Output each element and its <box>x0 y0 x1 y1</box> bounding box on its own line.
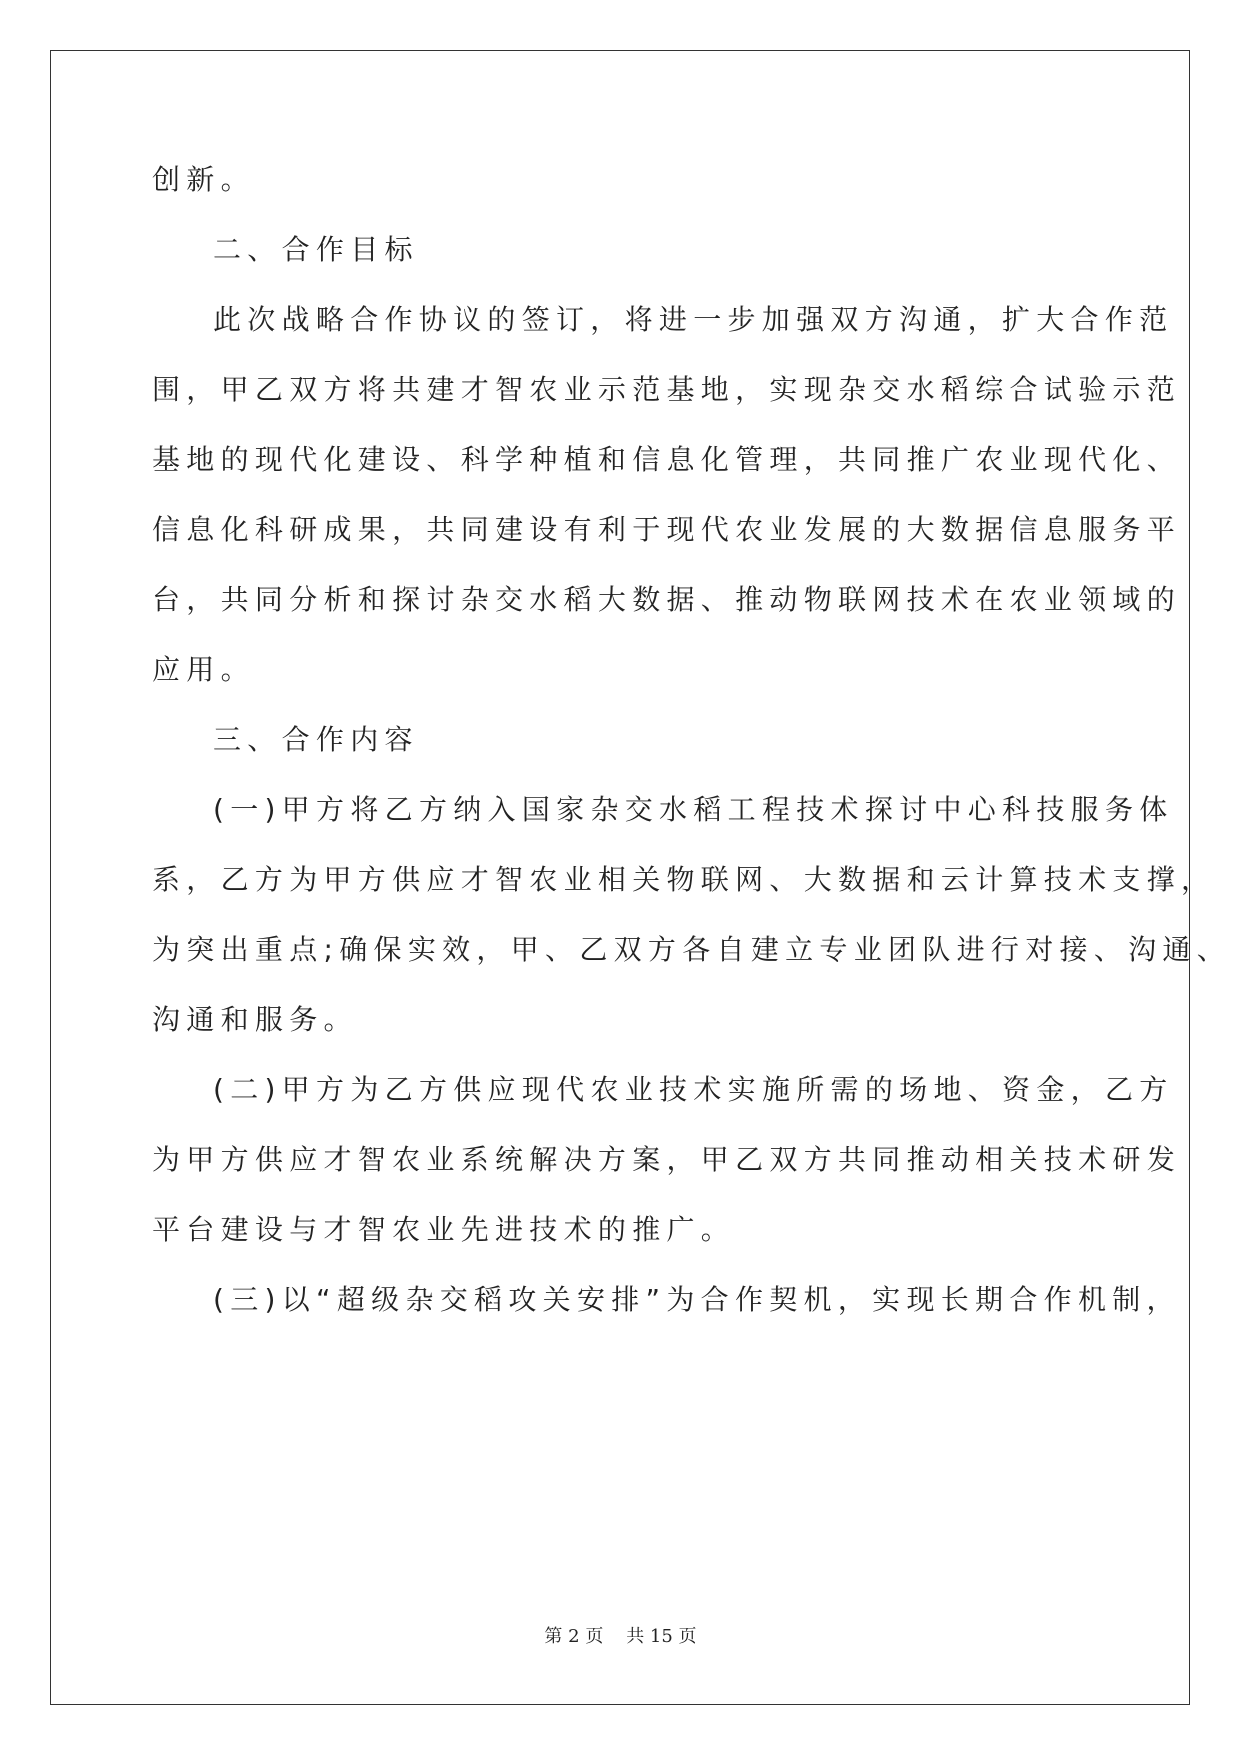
text-line: 创新。 <box>152 163 255 196</box>
text-line: 为突出重点;确保实效，甲、乙双方各自建立专业团队进行对接、沟通、 <box>152 933 1232 966</box>
page-number-footer: 第 2 页 共 15 页 <box>544 1626 697 1647</box>
text-line: 平台建设与才智农业先进技术的推广。 <box>152 1213 736 1246</box>
section-heading: 三、合作内容 <box>213 723 419 756</box>
text-line: 应用。 <box>152 653 255 686</box>
text-line: (三)以“超级杂交稻攻关安排”为合作契机，实现长期合作机制， <box>213 1283 1181 1316</box>
text-line: 为甲方供应才智农业系统解决方案，甲乙双方共同推动相关技术研发 <box>152 1143 1182 1176</box>
text-line: 系，乙方为甲方供应才智农业相关物联网、大数据和云计算技术支撑， <box>152 863 1216 896</box>
text-line: 台，共同分析和探讨杂交水稻大数据、推动物联网技术在农业领域的 <box>152 583 1182 616</box>
text-line: (二)甲方为乙方供应现代农业技术实施所需的场地、资金，乙方 <box>213 1073 1174 1106</box>
text-line: 围，甲乙双方将共建才智农业示范基地，实现杂交水稻综合试验示范 <box>152 373 1182 406</box>
text-line: (一)甲方将乙方纳入国家杂交水稻工程技术探讨中心科技服务体 <box>213 793 1174 826</box>
text-line: 信息化科研成果，共同建设有利于现代农业发展的大数据信息服务平 <box>152 513 1182 546</box>
text-line: 基地的现代化建设、科学种植和信息化管理，共同推广农业现代化、 <box>152 443 1182 476</box>
section-heading: 二、合作目标 <box>213 233 419 266</box>
text-line: 此次战略合作协议的签订，将进一步加强双方沟通，扩大合作范 <box>213 303 1174 336</box>
text-line: 沟通和服务。 <box>152 1003 358 1036</box>
